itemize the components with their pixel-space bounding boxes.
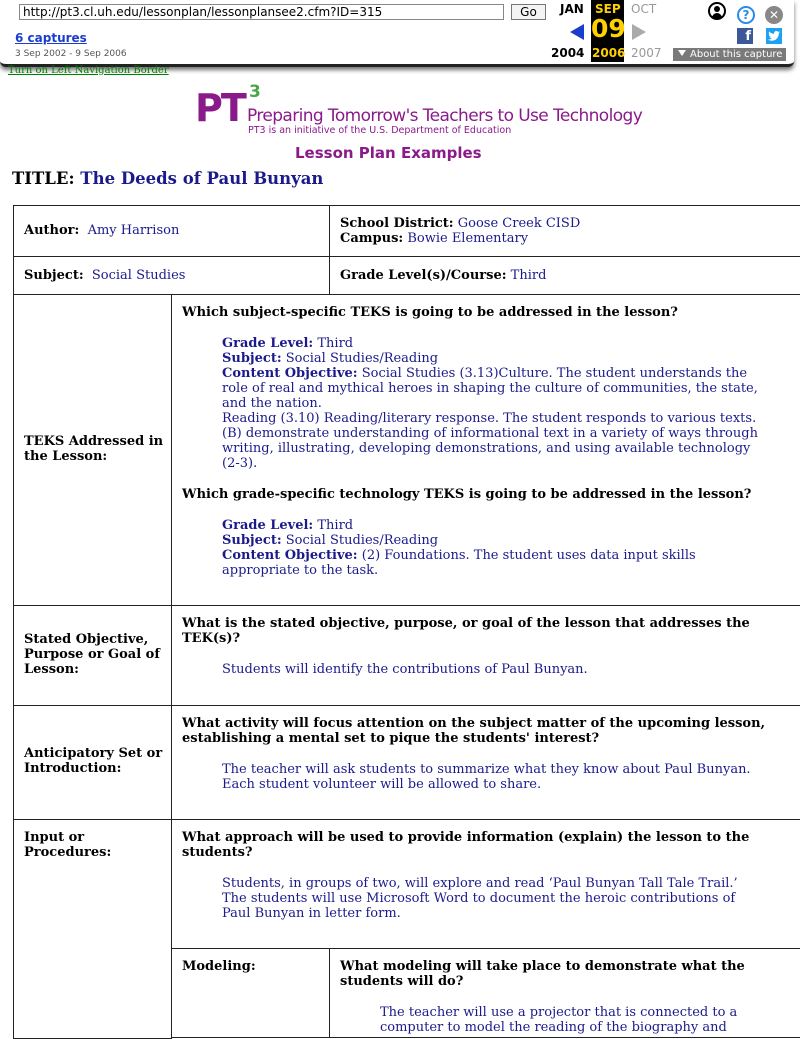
- logo-brand: PT: [195, 86, 245, 130]
- capture-date-range: 3 Sep 2002 - 9 Sep 2006: [15, 49, 127, 59]
- month-current: SEP: [595, 2, 621, 16]
- content-objective-label: Content Objective:: [222, 366, 358, 381]
- facebook-icon[interactable]: f: [737, 28, 753, 44]
- objective-content-cell: [171, 605, 800, 706]
- modeling-label: Modeling:: [182, 959, 256, 974]
- url-input[interactable]: [19, 4, 504, 20]
- campus-label: Campus:: [340, 231, 404, 246]
- author-value: Amy Harrison: [87, 223, 180, 238]
- wayback-toolbar: [0, 0, 794, 67]
- lesson-title: [12, 169, 323, 188]
- subject-value: Social Studies: [91, 268, 186, 283]
- anticipatory-answer: The teacher will ask students to summarize what they know about Paul Bunyan. Each student volunteer will be allowed to share.: [222, 762, 751, 792]
- input-label-cell: [13, 819, 172, 1039]
- anticipatory-label: Anticipatory Set or Introduction:: [24, 746, 163, 776]
- grade-level-value: Third: [317, 336, 354, 351]
- content-objective-value: (2) Foundations. The student uses data input skills appropriate to the task.: [222, 548, 696, 578]
- user-account-icon[interactable]: [708, 2, 726, 20]
- subject-value: Social Studies/Reading: [285, 533, 439, 548]
- grade-level-label: Grade Level:: [222, 518, 314, 533]
- anticipatory-label-cell: [13, 705, 172, 820]
- objective-answer: Students will identify the contributions of Paul Bunyan.: [222, 662, 588, 677]
- about-capture-label: About this capture: [690, 49, 783, 60]
- logo-subtitle: PT3 is an initiative of the U.S. Department of Education: [248, 125, 512, 136]
- logo-title: Preparing Tomorrow's Teachers to Use Technology: [247, 106, 643, 126]
- grade-level-value: Third: [317, 518, 354, 533]
- teks-question-subject: Which subject-specific TEKS is going to be addressed in the lesson?: [182, 305, 678, 320]
- twitter-icon[interactable]: [766, 28, 782, 44]
- input-answer: Students, in groups of two, will explore and read ‘Paul Bunyan Tall Tale Trail.’ The students will use Microsoft Word to document the heroic contributions of Paul Bunyan in letter form.: [222, 876, 738, 921]
- logo-superscript: 3: [249, 82, 261, 102]
- objective-label: Stated Objective, Purpose or Goal of Lesson:: [24, 632, 160, 677]
- school-cell: [329, 205, 800, 257]
- grade-cell: [329, 256, 800, 295]
- title-value: The Deeds of Paul Bunyan: [80, 169, 324, 188]
- month-prev-link[interactable]: JAN: [560, 2, 584, 16]
- grade-value: Third: [510, 268, 547, 283]
- content-objective-value: Social Studies (3.13)Culture. The student understands the role of real and mythical heroes in shaping the culture of communities, the state, and the nation.: [222, 366, 758, 411]
- help-icon[interactable]: ?: [737, 6, 755, 24]
- input-content-cell: [171, 819, 800, 949]
- year-current: 2006: [592, 46, 626, 60]
- subject-value: Social Studies/Reading: [285, 351, 439, 366]
- grade-level-label: Grade Level:: [222, 336, 314, 351]
- author-cell: [13, 205, 330, 257]
- author-label: Author:: [24, 223, 80, 238]
- teks-answer-technology: [222, 518, 722, 578]
- teks-label: TEKS Addressed in the Lesson:: [24, 434, 164, 464]
- about-capture-button[interactable]: [673, 48, 786, 61]
- modeling-question: What modeling will take place to demonstrate what the students will do?: [340, 959, 745, 989]
- captures-link[interactable]: 6 captures: [15, 31, 87, 45]
- subject-cell: [13, 256, 330, 295]
- modeling-label-cell: [171, 948, 330, 1038]
- district-value: Goose Creek CISD: [457, 216, 581, 231]
- modeling-content-cell: [329, 948, 800, 1038]
- next-capture-arrow-icon: [632, 24, 646, 40]
- anticipatory-question: What activity will focus attention on the subject matter of the upcoming lesson, establishing a mental set to pique the students' interest?: [182, 716, 766, 746]
- toggle-left-nav-link[interactable]: Turn on Left Navigation Border: [8, 65, 169, 76]
- section-heading: Lesson Plan Examples: [295, 144, 482, 162]
- subject-label: Subject:: [222, 533, 282, 548]
- objective-label-cell: [13, 605, 172, 706]
- pt3-logo: [195, 82, 643, 164]
- content-objective-extra: Reading (3.10) Reading/literary response. The student responds to various texts. (B) demonstrate understanding of informational text in a variety of ways through writing, illustrating, developing demonstrations, and using available technology (2-3).: [222, 411, 758, 471]
- year-next: 2007: [631, 46, 662, 60]
- teks-question-technology: Which grade-specific technology TEKS is going to be addressed in the lesson?: [182, 487, 752, 502]
- teks-content-cell: [171, 294, 800, 606]
- prev-capture-arrow-icon[interactable]: [570, 24, 584, 40]
- content-objective-label: Content Objective:: [222, 548, 358, 563]
- input-label: Input or Procedures:: [24, 830, 112, 860]
- day-current: 09: [591, 14, 626, 43]
- teks-label-cell: [13, 294, 172, 606]
- month-next: OCT: [631, 2, 657, 16]
- objective-question: What is the stated objective, purpose, or goal of the lesson that addresses the TEK(s)?: [182, 616, 750, 646]
- input-question: What approach will be used to provide information (explain) the lesson to the students?: [182, 830, 750, 860]
- close-icon[interactable]: ✕: [765, 6, 783, 24]
- subject-label: Subject:: [24, 268, 84, 283]
- modeling-answer: The teacher will use a projector that is connected to a computer to model the reading of the biography and: [380, 1005, 738, 1035]
- district-label: School District:: [340, 216, 454, 231]
- subject-label: Subject:: [222, 351, 282, 366]
- year-prev-link[interactable]: 2004: [551, 46, 585, 60]
- anticipatory-content-cell: [171, 705, 800, 820]
- go-button[interactable]: Go: [511, 4, 546, 20]
- campus-value: Bowie Elementary: [407, 231, 529, 246]
- teks-answer-subject: [222, 336, 762, 471]
- title-label: TITLE:: [12, 169, 75, 188]
- grade-label: Grade Level(s)/Course:: [340, 268, 507, 283]
- caret-down-icon: [678, 50, 686, 56]
